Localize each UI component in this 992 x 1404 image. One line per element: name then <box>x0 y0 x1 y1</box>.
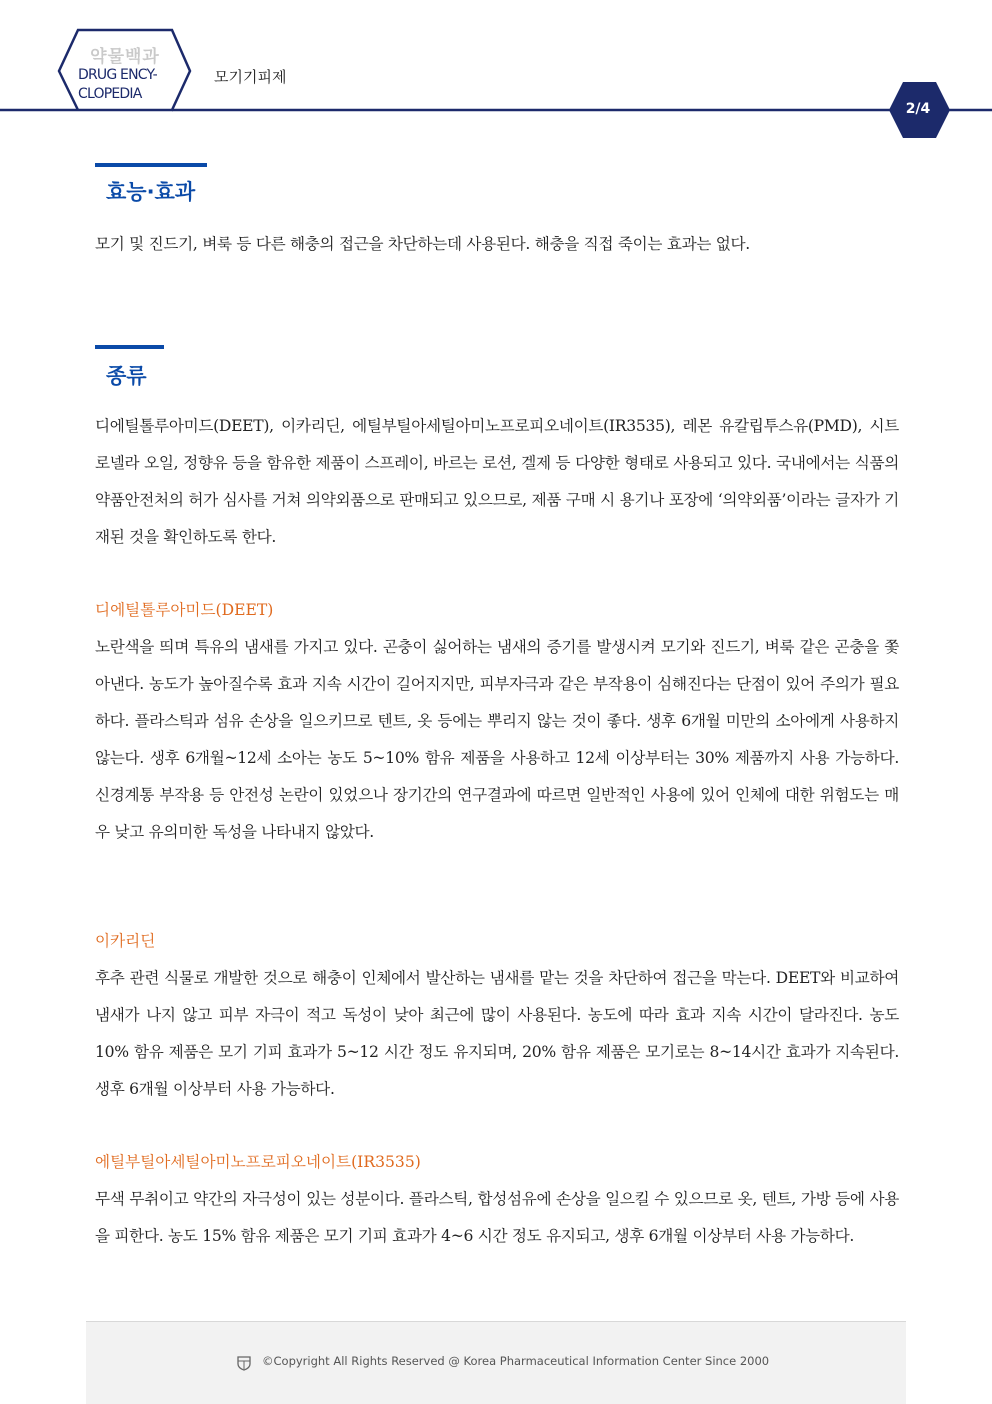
footer <box>86 1321 906 1404</box>
section-bar-efficacy <box>95 163 207 167</box>
deet-text: 노란색을 띄며 특유의 냄새를 가지고 있다. 곤충이 싫어하는 냄새의 증기를 발생시켜 모기와 진드기, 벼룩 같은 곤충을 쫓아낸다. 농도가 높아질수록 효과 지속 시간이 길어지지만, 피부자극과 같은 부작용이 심해진다는 단점이 있어 주의가 필요하다. 플라스틱과 섬유 손상을 일으키므로 텐트, 옷 등에는 뿌리지 않는 것이 좋다. 생후 6개월 미만의 소아에게 사용하지 않는다. 생후 6개월~12세 소아는 농도 5~10% 함유 제품을 사용하고 12세 이상부터는 30% 제품까지 사용 가능하다. 신경계통 부작용 등 안전성 논란이 있었으나 장기간의 연구결과에 따르면 일반적인 사용에 있어 인체에 대한 위험도는 매우 낮고 유의미한 독성을 나타내지 않았다. <box>95 638 899 841</box>
subheading-ir3535: 에틸부틸아세틸아미노프로피오네이트(IR3535) <box>95 1153 421 1171</box>
shield-emblem-icon <box>236 1355 252 1371</box>
page-number: 2/4 <box>905 101 931 117</box>
section-bar-types <box>95 345 164 349</box>
icaridin-text: 후추 관련 식물로 개발한 것으로 해충이 인체에서 발산하는 냄새를 맡는 것을 차단하여 접근을 막는다. DEET와 비교하여 냄새가 나지 않고 피부 자극이 적고 독성이 낮아 최근에 많이 사용된다. 농도에 따라 효과 지속 시간이 달라진다. 농도 10% 함유 제품은 모기 기피 효과가 5~12 시간 정도 유지되며, 20% 함유 제품은 모기로는 8~14시간 효과가 지속된다. 생후 6개월 이상부터 사용 가능하다. <box>95 969 899 1098</box>
section-title-types: 종류 <box>106 364 147 388</box>
efficacy-text: 모기 및 진드기, 벼룩 등 다른 해충의 접근을 차단하는데 사용된다. 해충을 직접 죽이는 효과는 없다. <box>95 235 750 253</box>
document-title: 모기기피제 <box>214 68 287 86</box>
types-intro-text: 디에틸톨루아미드(DEET), 이카리딘, 에틸부틸아세틸아미노프로피오네이트(IR3535), 레몬 유칼립투스유(PMD), 시트로넬라 오일, 정향유 등을 함유한 제품이 스프레이, 바르는 로션, 겔제 등 다양한 형태로 사용되고 있다. 국내에서는 식품의약품안전처의 허가 심사를 거쳐 의약외품으로 판매되고 있으므로, 제품 구매 시 용기나 포장에 ‘의약외품’이라는 글자가 기재된 것을 확인하도록 한다. <box>95 417 899 546</box>
subheading-icaridin: 이카리딘 <box>95 932 156 950</box>
logo-korean: 약물백과 <box>90 47 160 67</box>
section-title-efficacy: 효능·효과 <box>106 180 196 204</box>
ir3535-text: 무색 무취이고 약간의 자극성이 있는 성분이다. 플라스틱, 합성섬유에 손상을 일으킬 수 있으므로 옷, 텐트, 가방 등에 사용을 피한다. 농도 15% 함유 제품은 모기 기피 효과가 4~6 시간 정도 유지되고, 생후 6개월 이상부터 사용 가능하다. <box>95 1190 899 1245</box>
copyright-text: ©Copyright All Rights Reserved @ Korea Pharmaceutical Information Center Since 2000 <box>262 1354 770 1368</box>
logo-english: DRUG ENCY- CLOPEDIA <box>78 67 157 102</box>
subheading-deet: 디에틸톨루아미드(DEET) <box>95 601 274 619</box>
